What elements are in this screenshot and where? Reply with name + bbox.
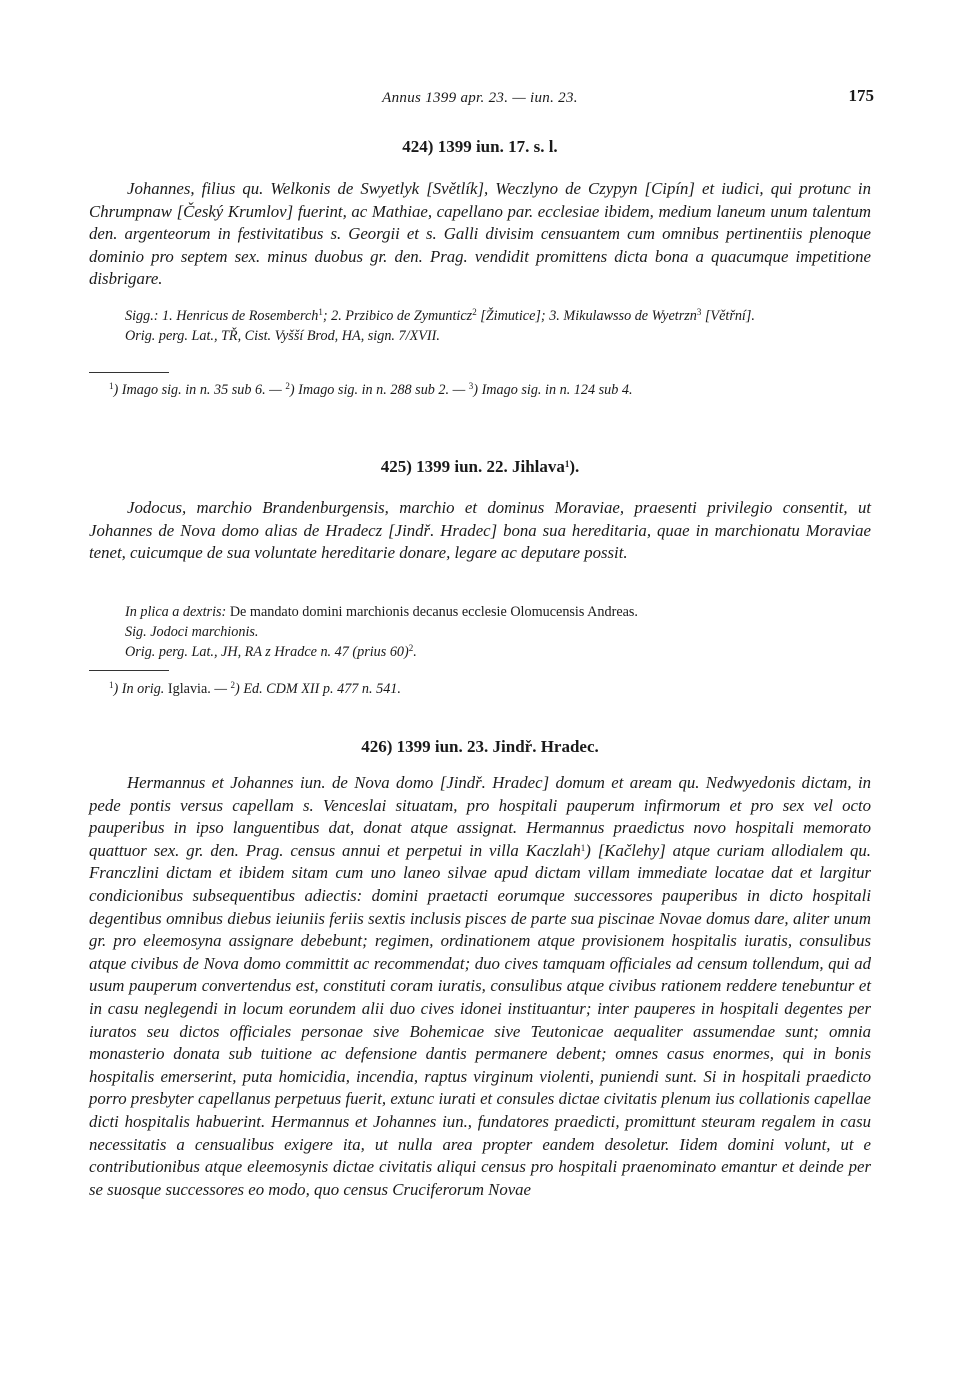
running-head: Annus 1399 apr. 23. — iun. 23. [382, 90, 578, 106]
page-number: 175 [848, 86, 874, 105]
footnote-rule [89, 372, 169, 373]
footnotes: $^1$) Imago sig. in n. 35 sub 6. — $^2$) Imago sig. in n. 288 sub 2. — $^3$) Imago sig. in n. 124 sub 4. [109, 381, 633, 398]
seals-note: Sigg.: 1. Henricus de Rosemberch$^1$; 2. Przibico de Zymunticz$^2$ [Žimutice]; 3. Mikulawsso de Wyetrzn$^3$ [Větřní]. [125, 307, 755, 324]
entry-heading: 425) 1399 iun. 22. Jihlava$^1$). [380, 457, 580, 476]
entry-apparatus [89, 307, 871, 347]
plica-note: In plica a dextris: De mandato domini marchionis decanus ecclesie Olomucensis Andreas. [125, 604, 638, 620]
entry-regest: Jodocus, marchio Brandenburgensis, marchio et dominus Moraviae, praesenti privilegio consentit, ut Johannes de Nova domo alias de Hradecz [Jindř. Hradec] bona sua hereditaria, quae in marchionatu Moraviae tenet, cuicumque de sua voluntate hereditarie donare, legare ac deputare possit. [89, 498, 871, 563]
seal-note: Sig. Jodoci marchionis. [125, 623, 259, 640]
source-note: Orig. perg. Lat., JH, RA z Hradce n. 47 (prius 60)$^2$. [125, 642, 417, 660]
entry-regest: Hermannus et Johannes iun. de Nova domo [Jindř. Hradec] domum et aream qu. Nedwyedonis dictam, in pede pontis versus capellam s. Venceslai situatam, pro hospitali pauperum infirmorum et pro sex vel octo pauperibus in ipso languentibus dat, donat atque assignat. Hermannus praedictus novo hospitali memorato quattuor sex. gr. den. Prag. census annui et perpetui in villa Kaczlah$^1$) [Kačlehy] atque curiam allodialem qu. Franczlini dictam et ibidem sitam cum uno laneo silvae apud dictam villam immediate locatae dat et largitur condicionibus subsequentibus adiectis: domini praetacti eorumque successores pauperibus in dicto hospitali degentibus omnibus diebus ieiuniis feriis sextis inclusis pisces de parte sua piscinae Novae domus dare, aliter unum gr. pro eleemosyna assignare debebunt; regimen, ordinationem atque provisionem hospitalis iuratis, consulibus atque civibus de Nova domo committit ac recommendat; duo cives tamquam officiales ad censum tollendum, qui ad usum pauperum convertendus est, constituti coram iuratis, consulibus atque civibus rationem reddere tenebuntur et in casu neglegendi in locum eorundem alii duo cives idonei instituantur; inter pauperes in hospitali degentes per iuratos seu dictos officiales personae sive Bohemicae sive Teutonicae aequaliter assumendae sunt; omnia monasterio donata sub tuitione ac defensione dantis permanere debent; omnes casus enormes, qui in bonis hospitalis emerserint, puta homicidia, incendia, raptus virginum violenti, puniendi sunt. Si in hospitali praedicto porro presbyter capellanus perpetuus fuerit, extunc iurati et consules dictae civitatis plenum ius collationis capellae dicti hospitalis habuerint. Hermannus et Johannes iun., fundatores praedicti, promittunt steuram regalem in casu necessitatis a censualibus exigere ita, ut nulla area propter eandem desoletur. Iidem domini volunt, ut e contributionibus atque eleemosynis dictae civitatis aliqui census pro hospitali praenominato emantur et deinde per se suosque successores eo modo, quo census Cruciferorum Novae [89, 773, 871, 1199]
footnotes: $^1$) In orig. Iglavia. — $^2$) Ed. CDM XII p. 477 n. 541. [109, 680, 401, 697]
footnote-rule [89, 670, 169, 671]
entry-heading: 424) 1399 iun. 17. s. l. [402, 137, 558, 156]
entry-heading: 426) 1399 iun. 23. Jindř. Hradec. [361, 737, 599, 756]
entry-regest: Johannes, filius qu. Welkonis de Swyetlyk [Světlík], Weczlyno de Czypyn [Cipín] et iudici, qui protunc in Chrumpnaw [Český Krumlov] fuerint, ac Mathiae, capellano par. ecclesiae ibidem, medium laneum unum talentum den. argenteorum in festivitatibus s. Georgii et s. Galli divisim censuantem cum omnibus pertinentiis plenoque dominio pro septem sex. minus duobus gr. den. Prag. vendidit promittens dicta bona a quacumque impetitione disbrigare. [89, 179, 871, 289]
source-note: Orig. perg. Lat., TŘ, Cist. Vyšší Brod, HA, sign. 7/XVII. [125, 327, 440, 344]
entry-apparatus [89, 603, 871, 662]
